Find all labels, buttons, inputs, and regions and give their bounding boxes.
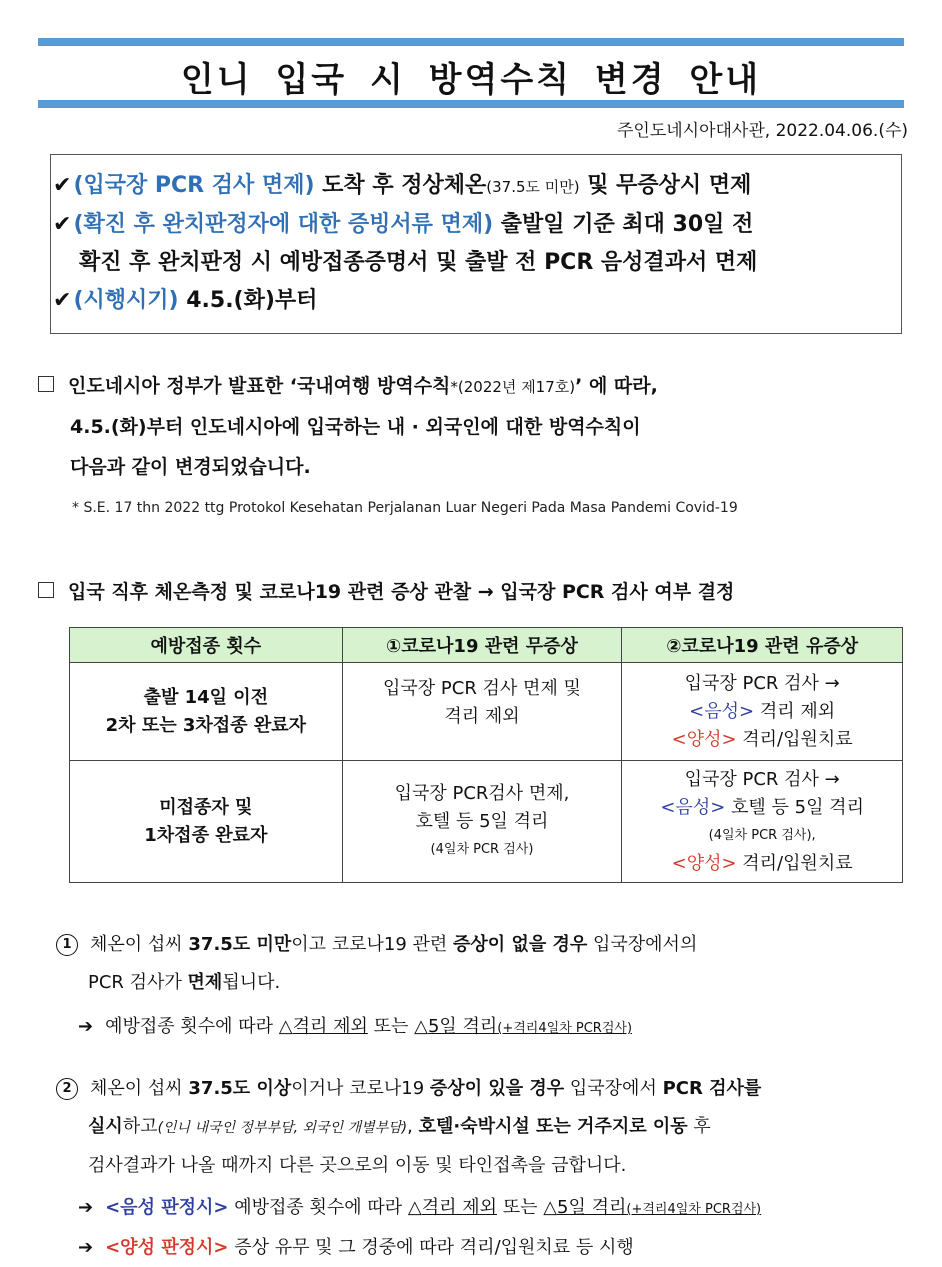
item-2: 2 체온이 섭씨 37.5도 이상이거나 코로나19 증상이 있을 경우 입국장에서 PCR 검사를 실시하고(인니 내국인 정부부담, 외국인 개별부담), 호텔·숙박시설 또는 거주지로 이동 후 검사결과가 나올 때까지 다른 곳으로의 이동 및 타인접촉을 금합니다. ➔ <음성 판정시> 예방접종 횟수에 따라 △격리 제외 또는 △5일 격리(+격리4일차 PCR검사) ➔ <양성 판정시> 증상 유무 및 그 경중에 따라 격리/입원치료 등 시행: [56, 1070, 761, 1267]
table-header-cell: ①코로나19 관련 무증상: [342, 628, 622, 663]
section1-paragraph: 인도네시아 정부가 발표한 ‘국내여행 방역수칙*(2022년 제17호)’ 에 따라, 4.5.(화)부터 인도네시아에 입국하는 내 · 외국인에 대한 방역수칙이 다음과 같이 변경되었습니다.: [38, 366, 658, 487]
section2-heading: 입국 직후 체온측정 및 코로나19 관련 증상 관찰 → 입국장 PCR 검사 여부 결정: [38, 572, 734, 612]
table-cell: 입국장 PCR 검사 면제 및 격리 제외: [342, 663, 622, 761]
table-cell: 출발 14일 이전 2차 또는 3차접종 완료자: [70, 663, 343, 761]
circled-number-1: 1: [56, 934, 78, 956]
item-1: 1 체온이 섭씨 37.5도 미만이고 코로나19 관련 증상이 없을 경우 입국장에서의 PCR 검사가 면제됩니다. ➔ 예방접종 횟수에 따라 △격리 제외 또는 △5일 격리(+격리4일차 PCR검사): [56, 926, 697, 1048]
check-icon: ✔: [53, 173, 72, 198]
page-title: 인니 입국 시 방역수칙 변경 안내: [180, 60, 762, 100]
summary-line-2: ✔(확진 후 완치판정자에 대한 증빙서류 면제) 출발일 기준 최대 30일 전: [53, 212, 754, 237]
table-header-row: [70, 628, 903, 663]
table-header-cell: 예방접종 횟수: [70, 628, 343, 663]
quarantine-table: [69, 627, 903, 883]
arrow-icon: ➔: [78, 1237, 94, 1258]
bottom-rule: [38, 100, 904, 108]
table-cell: 입국장 PCR 검사 → <음성> 호텔 등 5일 격리 (4일차 PCR 검사), <양성> 격리/입원치료: [622, 761, 903, 883]
summary-line-3: 확진 후 완치판정 시 예방접종증명서 및 출발 전 PCR 음성결과서 면제: [79, 250, 758, 275]
arrow-icon: ➔: [78, 1197, 94, 1218]
check-icon: ✔: [53, 288, 72, 313]
footnote: * S.E. 17 thn 2022 ttg Protokol Kesehatan Perjalanan Luar Negeri Pada Masa Pandemi Covid-19: [72, 500, 738, 516]
check-icon: ✔: [53, 212, 72, 237]
table-header-cell: ②코로나19 관련 유증상: [622, 628, 903, 663]
summary-line-4: ✔(시행시기) 4.5.(화)부터: [53, 288, 318, 313]
table-cell: 미접종자 및 1차접종 완료자: [70, 761, 343, 883]
dateline: 주인도네시아대사관, 2022.04.06.(수): [616, 121, 908, 141]
square-bullet-icon: [38, 376, 54, 392]
summary-line-1: ✔(입국장 PCR 검사 면제) 도착 후 정상체온(37.5도 미만) 및 무증상시 면제: [53, 173, 752, 198]
circled-number-2: 2: [56, 1078, 78, 1100]
summary-box: [50, 154, 902, 334]
top-rule: [38, 38, 904, 46]
table-row: [70, 761, 903, 883]
table-cell: 입국장 PCR검사 면제, 호텔 등 5일 격리 (4일차 PCR 검사): [342, 761, 622, 883]
square-bullet-icon: [38, 582, 54, 598]
table-row: [70, 663, 903, 761]
arrow-icon: ➔: [78, 1016, 94, 1037]
table-cell: 입국장 PCR 검사 → <음성> 격리 제외 <양성> 격리/입원치료: [622, 663, 903, 761]
